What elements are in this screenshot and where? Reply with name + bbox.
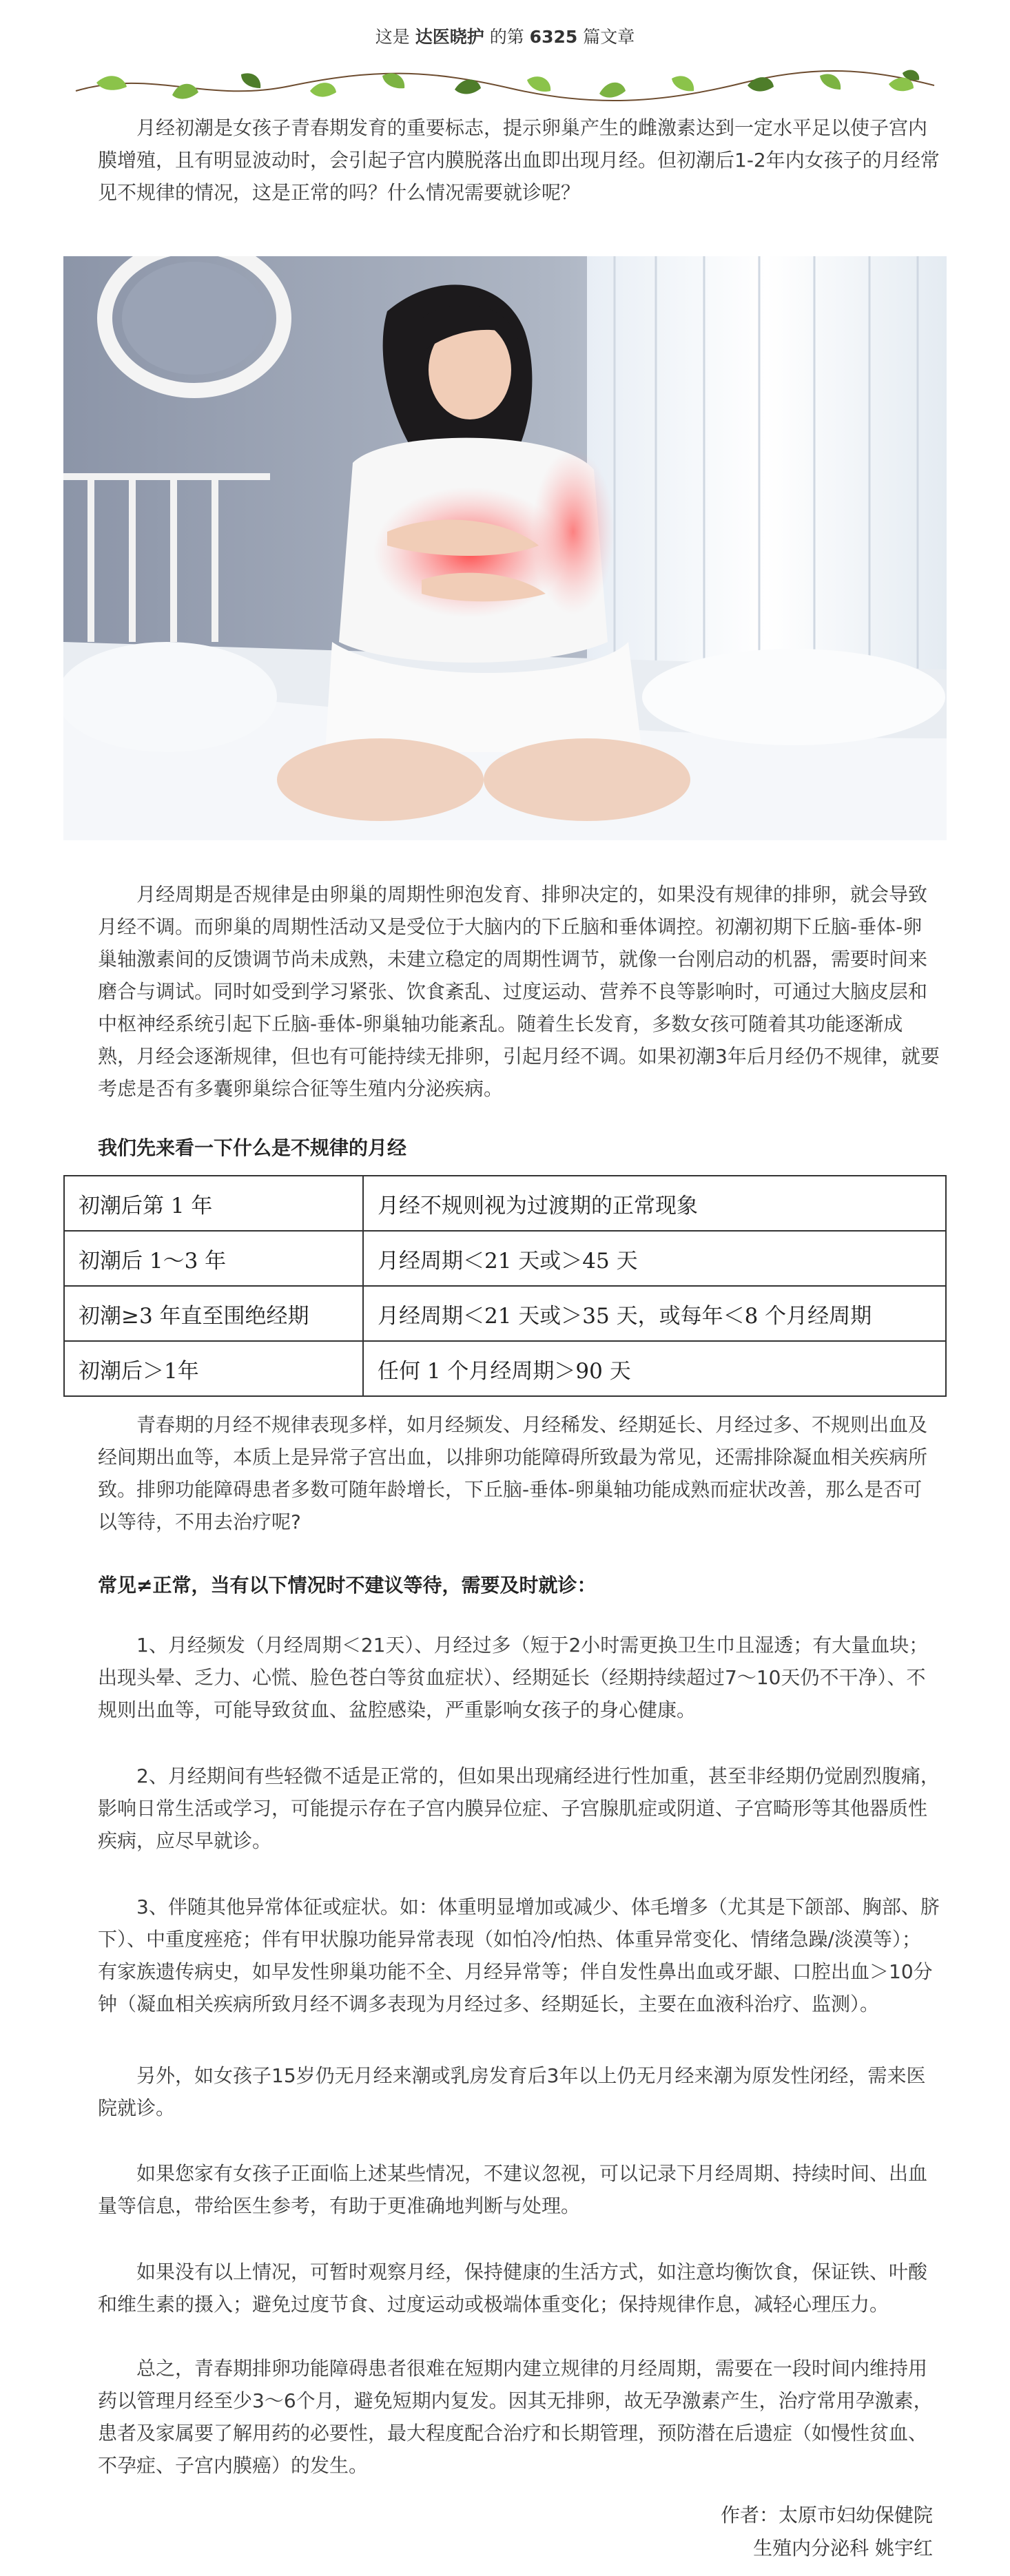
author-line: 作者：太原市妇幼保健院 bbox=[720, 2504, 933, 2526]
table-cell-description: 任何 1 个月经周期＞90 天 bbox=[363, 1341, 946, 1396]
symptom-item-1: 1、月经频发（月经周期＜21天）、月经过多（短于2小时需更换卫生巾且湿透；有大量血块；出现头晕、乏力、心慌、脸色苍白等贫血症状）、经期延长（经期持续超过7～10天仍不干净）、不规则出血等，可能导致贫血、盆腔感染，严重影响女孩子的身心健康。 bbox=[98, 1634, 929, 1721]
table-row bbox=[64, 1231, 946, 1286]
irregular-menstruation-table bbox=[63, 1175, 947, 1397]
seek-care-heading: 常见≠正常，当有以下情况时不建议等待，需要及时就诊： bbox=[98, 1574, 597, 1597]
article-number: 6325 bbox=[529, 27, 578, 47]
table-cell-stage: 初潮后＞1年 bbox=[64, 1341, 363, 1396]
cycle-explanation-paragraph: 月经周期是否规律是由卵巢的周期性卵泡发育、排卵决定的，如果没有规律的排卵，就会导致月经不调。而卵巢的周期性活动又是受位于大脑内的下丘脑和垂体调控。初潮初期下丘脑-垂体-卵巢轴激素间的反馈调节尚未成熟，未建立稳定的周期性调节，就像一台刚启动的机器，需要时间来磨合与调试。同时如受到学习紧张、饮食紊乱、过度运动、营养不良等影响时，可通过大脑皮层和中枢神经系统引起下丘脑-垂体-卵巢轴功能紊乱。随着生长发育，多数女孩可随着其功能逐渐成熟，月经会逐渐规律，但也有可能持续无排卵，引起月经不调。如果初潮3年后月经仍不规律，就要考虑是否有多囊卵巢综合征等生殖内分泌疾病。 bbox=[98, 883, 940, 1100]
header-suffix: 篇文章 bbox=[583, 27, 635, 47]
table-cell-stage: 初潮后 1～3 年 bbox=[64, 1231, 363, 1286]
intro-paragraph: 月经初潮是女孩子青春期发育的重要标志，提示卵巢产生的雌激素达到一定水平足以使子宫内膜增殖，且有明显波动时，会引起子宫内膜脱落出血即出现月经。但初潮后1-2年内女孩子的月经常见不规律的情况，这是正常的吗？什么情况需要就诊呢？ bbox=[98, 116, 940, 204]
table-row bbox=[64, 1341, 946, 1396]
table-cell-stage: 初潮≥3 年直至围绝经期 bbox=[64, 1286, 363, 1341]
record-advice-paragraph: 如果您家有女孩子正面临上述某些情况，不建议忽视，可以记录下月经周期、持续时间、出血量等信息，带给医生参考，有助于更准确地判断与处理。 bbox=[98, 2162, 928, 2217]
girl-abdominal-pain-illustration bbox=[63, 256, 947, 840]
table-cell-stage: 初潮后第 1 年 bbox=[64, 1176, 363, 1231]
symptom-item-2: 2、月经期间有些轻微不适是正常的，但如果出现痛经进行性加重，甚至非经期仍觉剧烈腹痛，影响日常生活或学习，可能提示存在子宫内膜异位症、子宫腺肌症或阴道、子宫畸形等其他器质性疾病，应尽早就诊。 bbox=[98, 1765, 940, 1852]
table-cell-description: 月经周期＜21 天或＞35 天，或每年＜8 个月经周期 bbox=[363, 1286, 946, 1341]
primary-amenorrhea-paragraph: 另外，如女孩子15岁仍无月经来潮或乳房发育后3年以上仍无月经来潮为原发性闭经，需来医院就诊。 bbox=[98, 2064, 926, 2119]
table-cell-description: 月经不规则视为过渡期的正常现象 bbox=[363, 1176, 946, 1231]
leaf-vine-icon bbox=[69, 55, 941, 110]
table-row bbox=[64, 1176, 946, 1231]
header-mid: 的第 bbox=[489, 27, 524, 47]
table-cell-description: 月经周期＜21 天或＞45 天 bbox=[363, 1231, 946, 1286]
summary-paragraph: 总之，青春期排卵功能障碍患者很难在短期内建立规律的月经周期，需要在一段时间内维持用药以管理月经至少3～6个月，避免短期内复发。因其无排卵，故无孕激素产生，治疗常用孕激素，患者及家属要了解用药的必要性，最大程度配合治疗和长期管理，预防潜在后遗症（如慢性贫血、不孕症、子宫内膜癌）的发生。 bbox=[98, 2357, 933, 2477]
author-department: 生殖内分泌科 姚宇红 bbox=[753, 2537, 933, 2559]
table-heading: 我们先来看一下什么是不规律的月经 bbox=[98, 1136, 407, 1159]
header-prefix: 这是 bbox=[375, 27, 410, 47]
table-row bbox=[64, 1286, 946, 1341]
irregular-forms-paragraph: 青春期的月经不规律表现多样，如月经频发、月经稀发、经期延长、月经过多、不规则出血及经间期出血等，本质上是异常子宫出血，以排卵功能障碍所致最为常见，还需排除凝血相关疾病所致。排卵功能障碍患者多数可随年龄增长，下丘脑-垂体-卵巢轴功能成熟而症状改善，那么是否可以等待，不用去治疗呢? bbox=[98, 1413, 928, 1533]
lifestyle-advice-paragraph: 如果没有以上情况，可暂时观察月经，保持健康的生活方式，如注意均衡饮食，保证铁、叶酸和维生素的摄入；避免过度节食、过度运动或极端体重变化；保持规律作息，减轻心理压力。 bbox=[98, 2261, 928, 2316]
symptom-item-3: 3、伴随其他异常体征或症状。如：体重明显增加或减少、体毛增多（尤其是下颌部、胸部、脐下）、中重度痤疮；伴有甲状腺功能异常表现（如怕冷/怕热、体重异常变化、情绪急躁/淡漠等）；有家族遗传病史，如早发性卵巢功能不全、月经异常等；伴自发性鼻出血或牙龈、口腔出血＞10分钟（凝血相关疾病所致月经不调多表现为月经过多、经期延长，主要在血液科治疗、监测）。 bbox=[98, 1895, 940, 2015]
brand-name: 达医晓护 bbox=[415, 27, 484, 47]
article-counter bbox=[0, 23, 1010, 48]
